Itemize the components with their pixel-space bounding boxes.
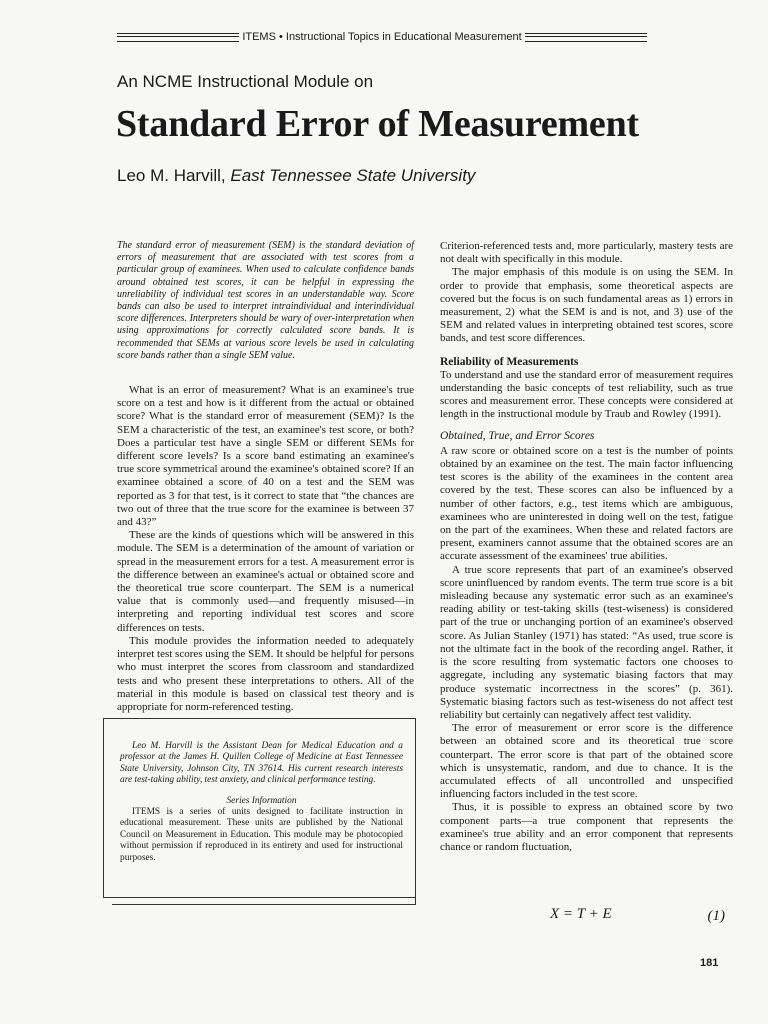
body-paragraph: The error of measurement or error score is the difference between an obtained score and its theoretical true score counterpart. The error score is that part of the obtained score which is unsystematic, random, and due to chance. It is the accumulated effects of all uncontrolled and unspecified influencing factors included in the test score. xyxy=(440,722,733,801)
author-bio-box xyxy=(103,718,416,898)
series-info-text: ITEMS is a series of units designed to facilitate instruction in educational measurement. These units are published by the National Council on Measurement in Education. This module may be photocopied without permission if reproduced in its entirety and used for instructional purposes. xyxy=(120,807,403,863)
body-paragraph: A raw score or obtained score on a test is the number of points obtained by an examinee on the test. The main factor influencing test scores is the ability of the examinees in the content area covered by the test. These scores can also be influenced by a number of other factors, e.g., test items which are ambiguous, examinees who are uninterested in doing well on the test, fatigue on the part of the examinees. When these and related factors are present, examiners cannot assume that the obtained scores are an accurate assessment of the examinees' true abilities. xyxy=(440,444,733,563)
body-paragraph: Thus, it is possible to express an obtained score by two component parts—a true component that represents the examinee's true ability and an error component that represents chance or random fluctuation, xyxy=(440,801,733,853)
right-column xyxy=(440,240,733,854)
author-name: Leo M. Harvill, xyxy=(117,166,226,185)
article-kicker: An NCME Instructional Module on xyxy=(117,72,374,91)
body-paragraph: Criterion-referenced tests and, more particularly, mastery tests are not dealt with specifically in this module. xyxy=(440,240,733,266)
body-paragraph: To understand and use the standard error of measurement requires understanding the basic concepts of test reliability, such as true scores and measurement error. These concepts were considered at length in the instructional module by Traub and Rowley (1991). xyxy=(440,368,733,421)
subsection-heading: Obtained, True, and Error Scores xyxy=(440,429,595,442)
series-info-heading: Series Information xyxy=(226,795,297,806)
body-paragraph: The major emphasis of this module is on using the SEM. In order to provide that emphasis, some theoretical aspects are covered but the focus is on such fundamental areas as 1) errors in measurement, 2) what the SEM is and is not, and 3) use of the SEM and related values in interpreting obtained test scores, score bands, and test score differences. xyxy=(440,266,733,345)
body-paragraph: A true score represents that part of an examinee's observed score uninfluenced by random events. The term true score is a bit misleading because any systematic error such as an examinee's reading ability or test-taking skills (test-wiseness) is considered part of the true or unchanging portion of an examinee's observed score. As Julian Stanley (1971) has stated: “As used, true score is not the ultimate fact in the book of the recording angel. Rather, it is the score resulting from systematic factors one chooses to aggregate, including any systematic biasing factors that may produce systematic incorrectness in the scores” (p. 361). Systematic biasing factors such as test-wiseness do not affect test reliability but certainly can negatively affect test validity. xyxy=(440,563,733,721)
equation-number: (1) xyxy=(707,908,725,924)
body-paragraph: What is an error of measurement? What is an examinee's true score on a test and how is it different from the actual or obtained score? What is the standard error of measurement (SEM)? Is the SEM a characteristic of the test, an examinee's test score, or both? Does a particular test have a single SEM or different SEMs for different score levels? Is a score band estimating an examinee's true score symmetrical around the examinee's obtained score? If an examinee obtained a score of 40 on a test and the SEM was reported as 3 for that test, is it correct to state that “the chances are two out of three that the true score for the examinee is between 37 and 43?” xyxy=(117,384,414,529)
byline xyxy=(117,166,475,186)
author-bio: Leo M. Harvill is the Assistant Dean for Medical Education and a professor at the James H. Quillen College of Medicine at East Tennessee State University, Johnson City, TN 37614. His current research interests are test-taking ability, test anxiety, and clinical performance testing. xyxy=(120,741,403,786)
running-head xyxy=(117,30,647,44)
abstract: The standard error of measurement (SEM) is the standard deviation of errors of measurement that are associated with test scores from a particular group of examinees. When used to calculate confidence bands around obtained test scores, it can be helpful in expressing the unreliability of individual test scores in an understandable way. Score bands can also be used to interpret intraindividual and interindividual score differences. Interpreters should be wary of over-interpretation when using approximations for correctly calculated score bands. It is recommended that SEMs at various score levels be used in calculating score bands rather than a single SEM value. xyxy=(117,240,414,361)
equation: X = T + E xyxy=(550,906,612,922)
body-paragraph: These are the kinds of questions which will be answered in this module. The SEM is a determination of the amount of variation or spread in the measurement errors for a test. A measurement error is the difference between an examinee's actual or obtained score and the theoretical true score counterpart. The SEM is a numerical value that is commonly used—and frequently misused—in interpreting and reporting individual test scores and score differences on tests. xyxy=(117,529,414,634)
page-number: 181 xyxy=(700,957,719,969)
author-affiliation: East Tennessee State University xyxy=(230,166,476,185)
header-rule-right xyxy=(525,33,647,42)
equation-block xyxy=(440,906,733,928)
article-title: Standard Error of Measurement xyxy=(116,103,639,145)
section-heading: Reliability of Measurements xyxy=(440,355,579,368)
header-rule-left xyxy=(117,33,239,42)
running-head-text: ITEMS • Instructional Topics in Educational Measurement xyxy=(242,31,522,43)
body-paragraph: This module provides the information needed to adequately interpret test scores using the SEM. It should be helpful for persons who must interpret the scores from classroom and standardized tests and who present these interpretations to others. All of the material in this module is based on classical test theory and is appropriate for norm-referenced testing. xyxy=(117,634,414,713)
left-column xyxy=(117,240,414,714)
